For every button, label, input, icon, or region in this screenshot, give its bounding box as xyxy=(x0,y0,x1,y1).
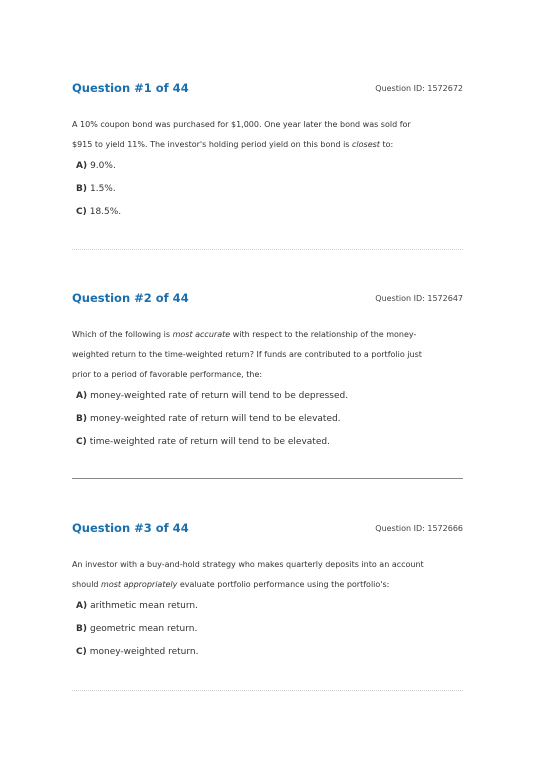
question-title: Question #3 of 44 xyxy=(72,521,189,535)
question-text: An investor with a buy-and-hold strategy who makes quarterly deposits into an account should most appropriately evaluate portfolio performance using the portfolio's: xyxy=(72,560,424,589)
answer-list xyxy=(72,391,463,460)
answer-option-a[interactable]: A) arithmetic mean return. xyxy=(76,601,198,611)
question-id: Question ID: 1572647 xyxy=(375,294,463,303)
answer-option-b[interactable]: B) money-weighted rate of return will tend to be elevated. xyxy=(76,414,341,424)
answer-option-a[interactable]: A) 9.0%. xyxy=(76,161,116,171)
question-1 xyxy=(72,81,463,230)
question-id: Question ID: 1572666 xyxy=(375,524,463,533)
question-title: Question #2 of 44 xyxy=(72,291,189,305)
question-text: A 10% coupon bond was purchased for $1,000. One year later the bond was sold for $915 to yield 11%. The investor's holding period yield on this bond is closest to: xyxy=(72,120,411,149)
question-divider xyxy=(72,478,463,479)
answer-option-b[interactable]: B) geometric mean return. xyxy=(76,624,198,634)
question-header xyxy=(72,81,463,99)
answer-option-c[interactable]: C) money-weighted return. xyxy=(76,647,199,657)
question-2 xyxy=(72,291,463,460)
question-header xyxy=(72,291,463,309)
question-divider xyxy=(72,690,463,691)
answer-list xyxy=(72,601,463,670)
answer-option-a[interactable]: A) money-weighted rate of return will tend to be depressed. xyxy=(76,391,349,401)
answer-option-c[interactable]: C) time-weighted rate of return will tend to be elevated. xyxy=(76,437,330,447)
question-divider xyxy=(72,249,463,250)
question-header xyxy=(72,521,463,539)
answer-option-b[interactable]: B) 1.5%. xyxy=(76,184,116,194)
question-3 xyxy=(72,521,463,670)
question-id: Question ID: 1572672 xyxy=(375,84,463,93)
question-title: Question #1 of 44 xyxy=(72,81,189,95)
answer-option-c[interactable]: C) 18.5%. xyxy=(76,207,122,217)
question-text: Which of the following is most accurate with respect to the relationship of the money- weighted return to the time-weighted return? If funds are contributed to a portfolio just prior to a period of favorable performance, the: xyxy=(72,330,422,379)
answer-list xyxy=(72,161,463,230)
